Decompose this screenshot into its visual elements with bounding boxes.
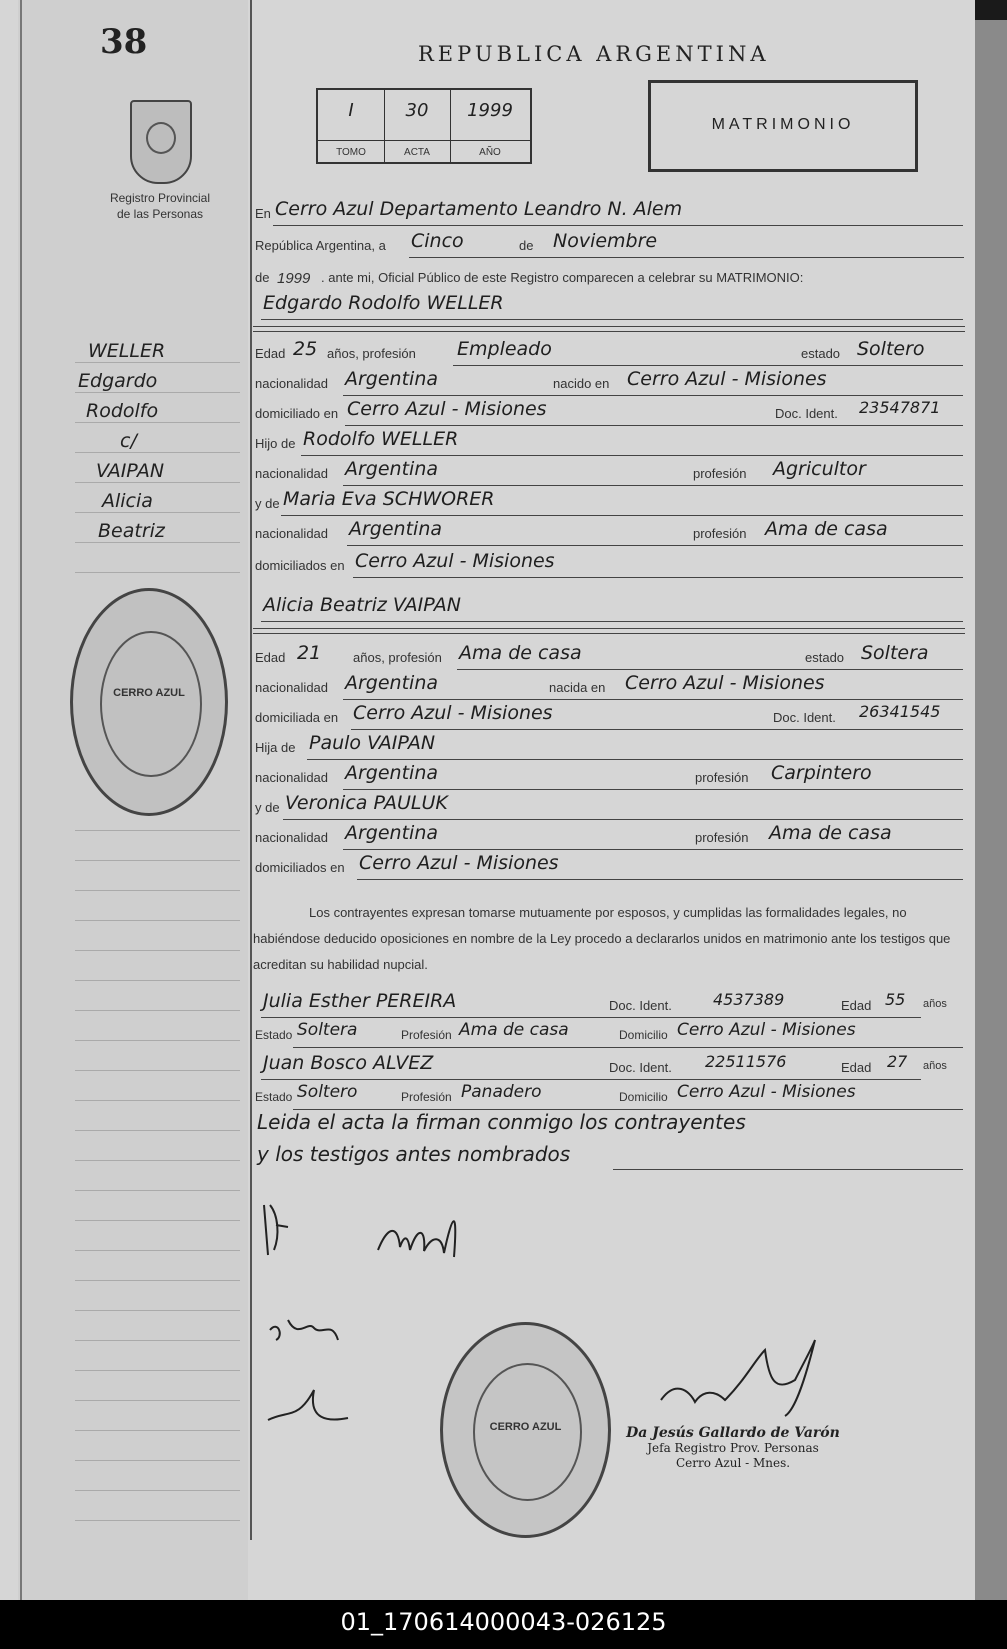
bride-father-nac-line: nacionalidad Argentina profesión Carpintero xyxy=(253,762,965,792)
groom-domicilio-line: domiciliado en Cerro Azul - Misiones Doc. Ident. 23547871 xyxy=(253,398,965,428)
intro-line-date: República Argentina, a Cinco de Noviembre xyxy=(253,230,965,260)
bride-name-line xyxy=(253,594,965,624)
closing-line-1: Leida el acta la firman conmigo los contrayentes xyxy=(257,1110,746,1134)
officer-place: Cerro Azul - Mnes. xyxy=(675,1456,791,1470)
margin-note-line: Beatriz xyxy=(98,520,165,542)
margin-note-line: Rodolfo xyxy=(86,400,159,422)
witness2-line: Juan Bosco ALVEZ Doc. Ident. 22511576 Edad 27 años xyxy=(253,1052,965,1082)
bride-mother-nac-line: nacionalidad Argentina profesión Ama de casa xyxy=(253,822,965,852)
acta-label: ACTA xyxy=(404,147,430,158)
ano-value: 1999 xyxy=(467,100,513,121)
month: Noviembre xyxy=(553,230,658,252)
seal-city: CERRO AZUL xyxy=(489,1421,562,1433)
bride-father-line: Hija de Paulo VAIPAN xyxy=(253,732,965,762)
tomo-label: TOMO xyxy=(336,147,366,158)
legal-declaration: Los contrayentes expresan tomarse mutuamente por esposos, y cumplidas las formalidades legales, no habiéndose deducido oposiciones en nombre de la Ley procedo a declararlos unidos en matrimonio ante los testigos que acreditan su habilidad nupcial. xyxy=(253,905,951,972)
margin-note-line: WELLER xyxy=(88,340,166,362)
footer-bar xyxy=(0,1600,1007,1649)
groom-father-nac-line: nacionalidad Argentina profesión Agricultor xyxy=(253,458,965,488)
record-type-box xyxy=(648,80,918,172)
margin-note-line: Edgardo xyxy=(78,370,158,392)
contrayentes-signatures xyxy=(258,1195,518,1275)
margin-note-line: VAIPAN xyxy=(96,460,165,482)
registry-name: Registro Provincial de las Personas xyxy=(109,191,211,221)
column-divider xyxy=(250,0,252,1540)
officer-stamp xyxy=(618,1426,848,1471)
margin-note-line: c/ xyxy=(120,430,137,452)
day: Cinco xyxy=(411,230,464,252)
bride-mother-line: y de Veronica PAULUK xyxy=(253,792,965,822)
place: Cerro Azul Departamento Leandro N. Alem xyxy=(275,198,683,220)
officer-signature xyxy=(655,1320,845,1420)
bride-nacionalidad-line: nacionalidad Argentina nacida en Cerro Azul - Misiones xyxy=(253,672,965,702)
page-number: 38 xyxy=(100,22,148,62)
bride-domicilio-line: domiciliada en Cerro Azul - Misiones Doc. Ident. 26341545 xyxy=(253,702,965,732)
groom-nacionalidad-line: nacionalidad Argentina nacido en Cerro Azul - Misiones xyxy=(253,368,965,398)
groom-mother-line: y de Maria Eva SCHWORER xyxy=(253,488,965,518)
ano-label: AÑO xyxy=(479,147,501,158)
groom-father-line: Hijo de Rodolfo WELLER xyxy=(253,428,965,458)
witness-signatures xyxy=(258,1310,378,1460)
bride-name: Alicia Beatriz VAIPAN xyxy=(263,594,461,616)
book-edge xyxy=(975,20,1007,1600)
closing-line-2: y los testigos antes nombrados xyxy=(253,1142,965,1172)
year: 1999 xyxy=(277,270,311,287)
groom-edad-line: Edad 25 años, profesión Empleado estado Soltero xyxy=(253,338,965,368)
groom-mother-nac-line: nacionalidad Argentina profesión Ama de casa xyxy=(253,518,965,548)
registry-seal-stamp xyxy=(440,1322,611,1538)
image-id: 01_170614000043-026125 xyxy=(340,1608,667,1636)
groom-name-line xyxy=(253,292,965,322)
intro-line-year: de 1999 . ante mi, Oficial Público de este Registro comparecen a celebrar su MATRIMONIO: xyxy=(255,270,804,287)
tomo-value: I xyxy=(348,100,354,121)
groom-name: Edgardo Rodolfo WELLER xyxy=(263,292,504,314)
record-number-box xyxy=(316,88,532,164)
margin-note-line: Alicia xyxy=(102,490,153,512)
record-type: MATRIMONIO xyxy=(711,116,855,133)
country-title: REPUBLICA ARGENTINA xyxy=(418,42,770,66)
bride-parents-dom-line: domiciliados en Cerro Azul - Misiones xyxy=(253,852,965,882)
acta-value: 30 xyxy=(405,100,429,121)
officer-name: Da Jesús Gallardo de Varón xyxy=(626,1425,840,1441)
witness2-details-line: Estado Soltero Profesión Panadero Domicilio Cerro Azul - Misiones xyxy=(253,1082,965,1112)
seal-city: CERRO AZUL xyxy=(113,687,185,699)
officer-title: Jefa Registro Prov. Personas xyxy=(647,1441,819,1455)
registry-seal-stamp xyxy=(70,588,228,816)
intro-line-place: En Cerro Azul Departamento Leandro N. Alem xyxy=(253,198,965,228)
bride-edad-line: Edad 21 años, profesión Ama de casa estado Soltera xyxy=(253,642,965,672)
groom-parents-dom-line: domiciliados en Cerro Azul - Misiones xyxy=(253,550,965,580)
witness1-line: Julia Esther PEREIRA Doc. Ident. 4537389 Edad 55 años xyxy=(253,990,965,1020)
witness1-details-line: Estado Soltera Profesión Ama de casa Domicilio Cerro Azul - Misiones xyxy=(253,1020,965,1050)
coat-of-arms-icon xyxy=(130,100,192,184)
